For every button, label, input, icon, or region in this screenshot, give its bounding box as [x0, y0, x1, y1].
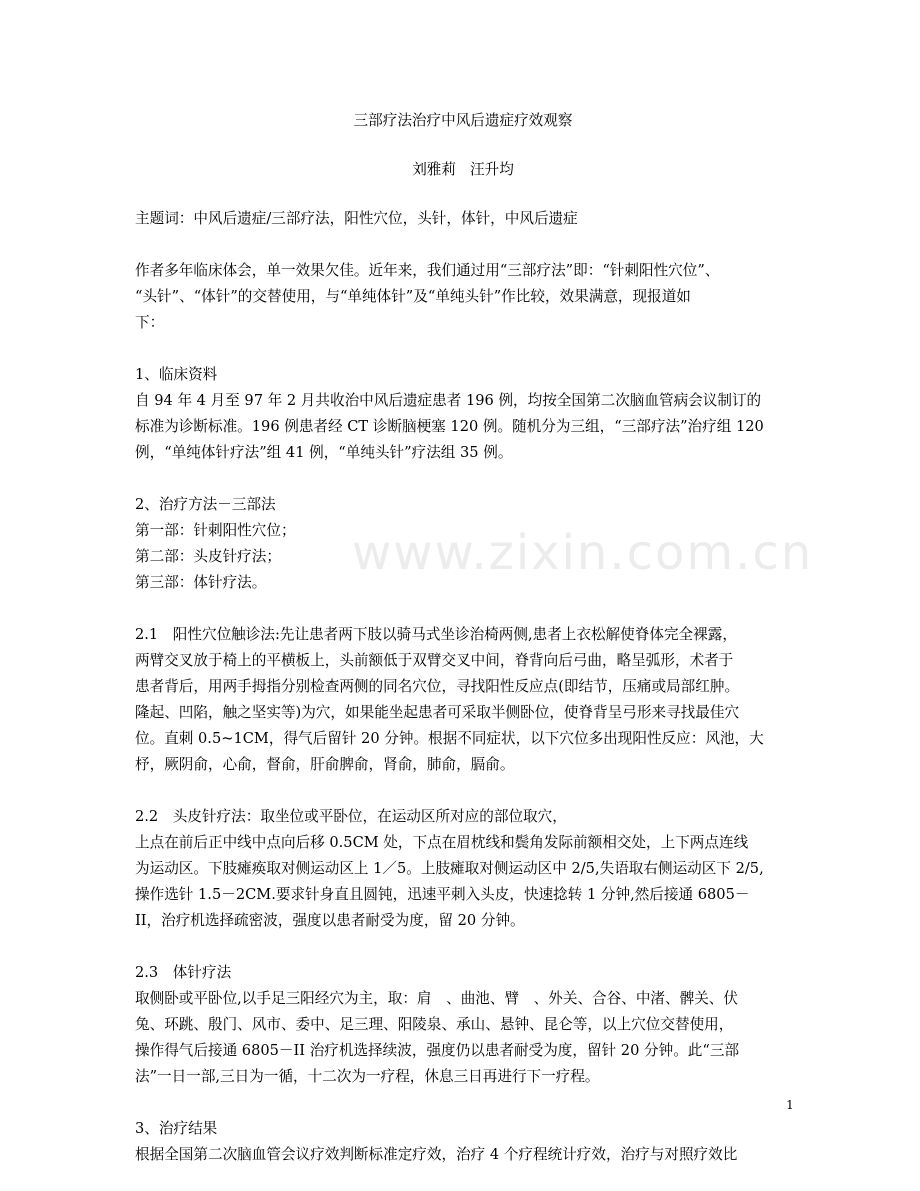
text-line: 杼，厥阴俞，心俞，督俞，肝俞脾俞，肾俞，肺俞，膈俞。	[135, 756, 515, 773]
text-line: 取侧卧或平卧位,以手足三阳经穴为主，取：肩 、曲池、臂 、外关、合谷、中渚、髀关、伏	[135, 990, 738, 1007]
text-line: 作者多年临床体会，单一效果欠佳。近年来，我们通过用“三部疗法”即：“针刺阳性穴位”、	[135, 262, 720, 279]
text-line: 操作选针 1.5－2CM.要求针身直且圆钝，迅速平刺入头皮，快速捻转 1 分钟,然后接通 6805－	[135, 886, 750, 903]
text-line: 例，“单纯体针疗法”组 41 例，“单纯头针”疗法组 35 例。	[135, 444, 513, 461]
text-line: 下：	[135, 314, 165, 331]
method-part: 第三部：体针疗法。	[135, 574, 267, 591]
text-line: 自 94 年 4 月至 97 年 2 月共收治中风后遗症患者 196 例，均按全国第二次脑血管病会议制订的	[135, 392, 762, 409]
section-heading: 2、治疗方法－三部法	[135, 496, 276, 513]
text-line: II，治疗机选择疏密波，强度以患者耐受为度，留 20 分钟。	[135, 912, 525, 929]
author-name: 刘雅莉	[412, 161, 456, 178]
text-line: 隆起、凹陷，触之坚实等)为穴，如果能坐起患者可采取半侧卧位，使脊背呈弓形来寻找最佳穴	[135, 704, 740, 721]
text-line: 兔、环跳、殷门、风市、委中、足三理、阳陵泉、承山、悬钟、昆仑等，以上穴位交替使用，	[135, 1016, 734, 1033]
section-heading: 2.3 体针疗法	[135, 964, 232, 981]
method-part: 第一部：针刺阳性穴位；	[135, 522, 296, 539]
text-line: 为运动区。下肢瘫痪取对侧运动区上 1／5。上肢瘫取对侧运动区中 2/5,失语取右侧运动区下 2/5,	[135, 860, 764, 877]
text-line: 位。直刺 0.5~1CM，得气后留针 20 分钟。根据不同症状，以下穴位多出现阳性反应：风池，大	[135, 730, 764, 747]
section-clinical-data	[135, 362, 791, 466]
section-treatment-results	[135, 1116, 791, 1168]
section-2-2-scalp-acupuncture	[135, 804, 791, 934]
text-line: “头针”、“体针”的交替使用，与“单纯体针”及“单纯头针”作比较，效果满意，现报道如	[135, 288, 691, 305]
text-line: 操作得气后接通 6805－II 治疗机选择续波，强度仍以患者耐受为度，留针 20 分钟。此“三部	[135, 1042, 740, 1059]
method-part: 第二部：头皮针疗法；	[135, 548, 281, 565]
text-line: 患者背后，用两手拇指分别检查两侧的同名穴位，寻找阳性反应点(即结节，压痛或局部红肿。	[135, 678, 740, 695]
text-line: 2.2 头皮针疗法：取坐位或平卧位，在运动区所对应的部位取穴，	[135, 808, 567, 825]
text-line: 法”一日一部,三日为一循，十二次为一疗程，休息三日再进行下一疗程。	[135, 1068, 600, 1085]
text-line: 标准为诊断标准。196 例患者经 CT 诊断脑梗塞 120 例。随机分为三组，“三部疗法”治疗组 120	[135, 418, 764, 435]
document-title: 三部疗法治疗中风后遗症疗效观察	[353, 112, 573, 129]
section-2-1-positive-points	[135, 622, 791, 778]
text-line: 根据全国第二次脑血管会议疗效判断标准定疗效，治疗 4 个疗程统计疗效，治疗与对照疗效比	[135, 1146, 738, 1163]
intro-paragraph	[135, 258, 791, 336]
section-heading: 1、临床资料	[135, 366, 218, 383]
text-line: 2.1 阳性穴位触诊法:先让患者两下肢以骑马式坐诊治椅两侧,患者上衣松解使脊体完全裸露，	[135, 626, 737, 643]
text-line: 上点在前后正中线中点向后移 0.5CM 处，下点在眉枕线和鬓角发际前额相交处，上下两点连线	[135, 834, 749, 851]
page-number: 1	[786, 1098, 794, 1112]
keywords-line: 主题词：中风后遗症/三部疗法，阳性穴位，头针，体针，中风后遗症	[135, 210, 578, 227]
document-body	[135, 108, 791, 1168]
author-name: 汪升均	[470, 161, 514, 178]
watermark: www.zixin.com.cn	[352, 525, 814, 581]
section-2-3-body-acupuncture	[135, 960, 791, 1090]
section-heading: 3、治疗结果	[135, 1120, 218, 1137]
section-treatment-method	[135, 492, 791, 596]
text-line: 两臂交叉放于椅上的平横板上，头前额低于双臂交叉中间，脊背向后弓曲，略呈弧形，术者于	[135, 652, 734, 669]
author-line	[135, 157, 791, 183]
